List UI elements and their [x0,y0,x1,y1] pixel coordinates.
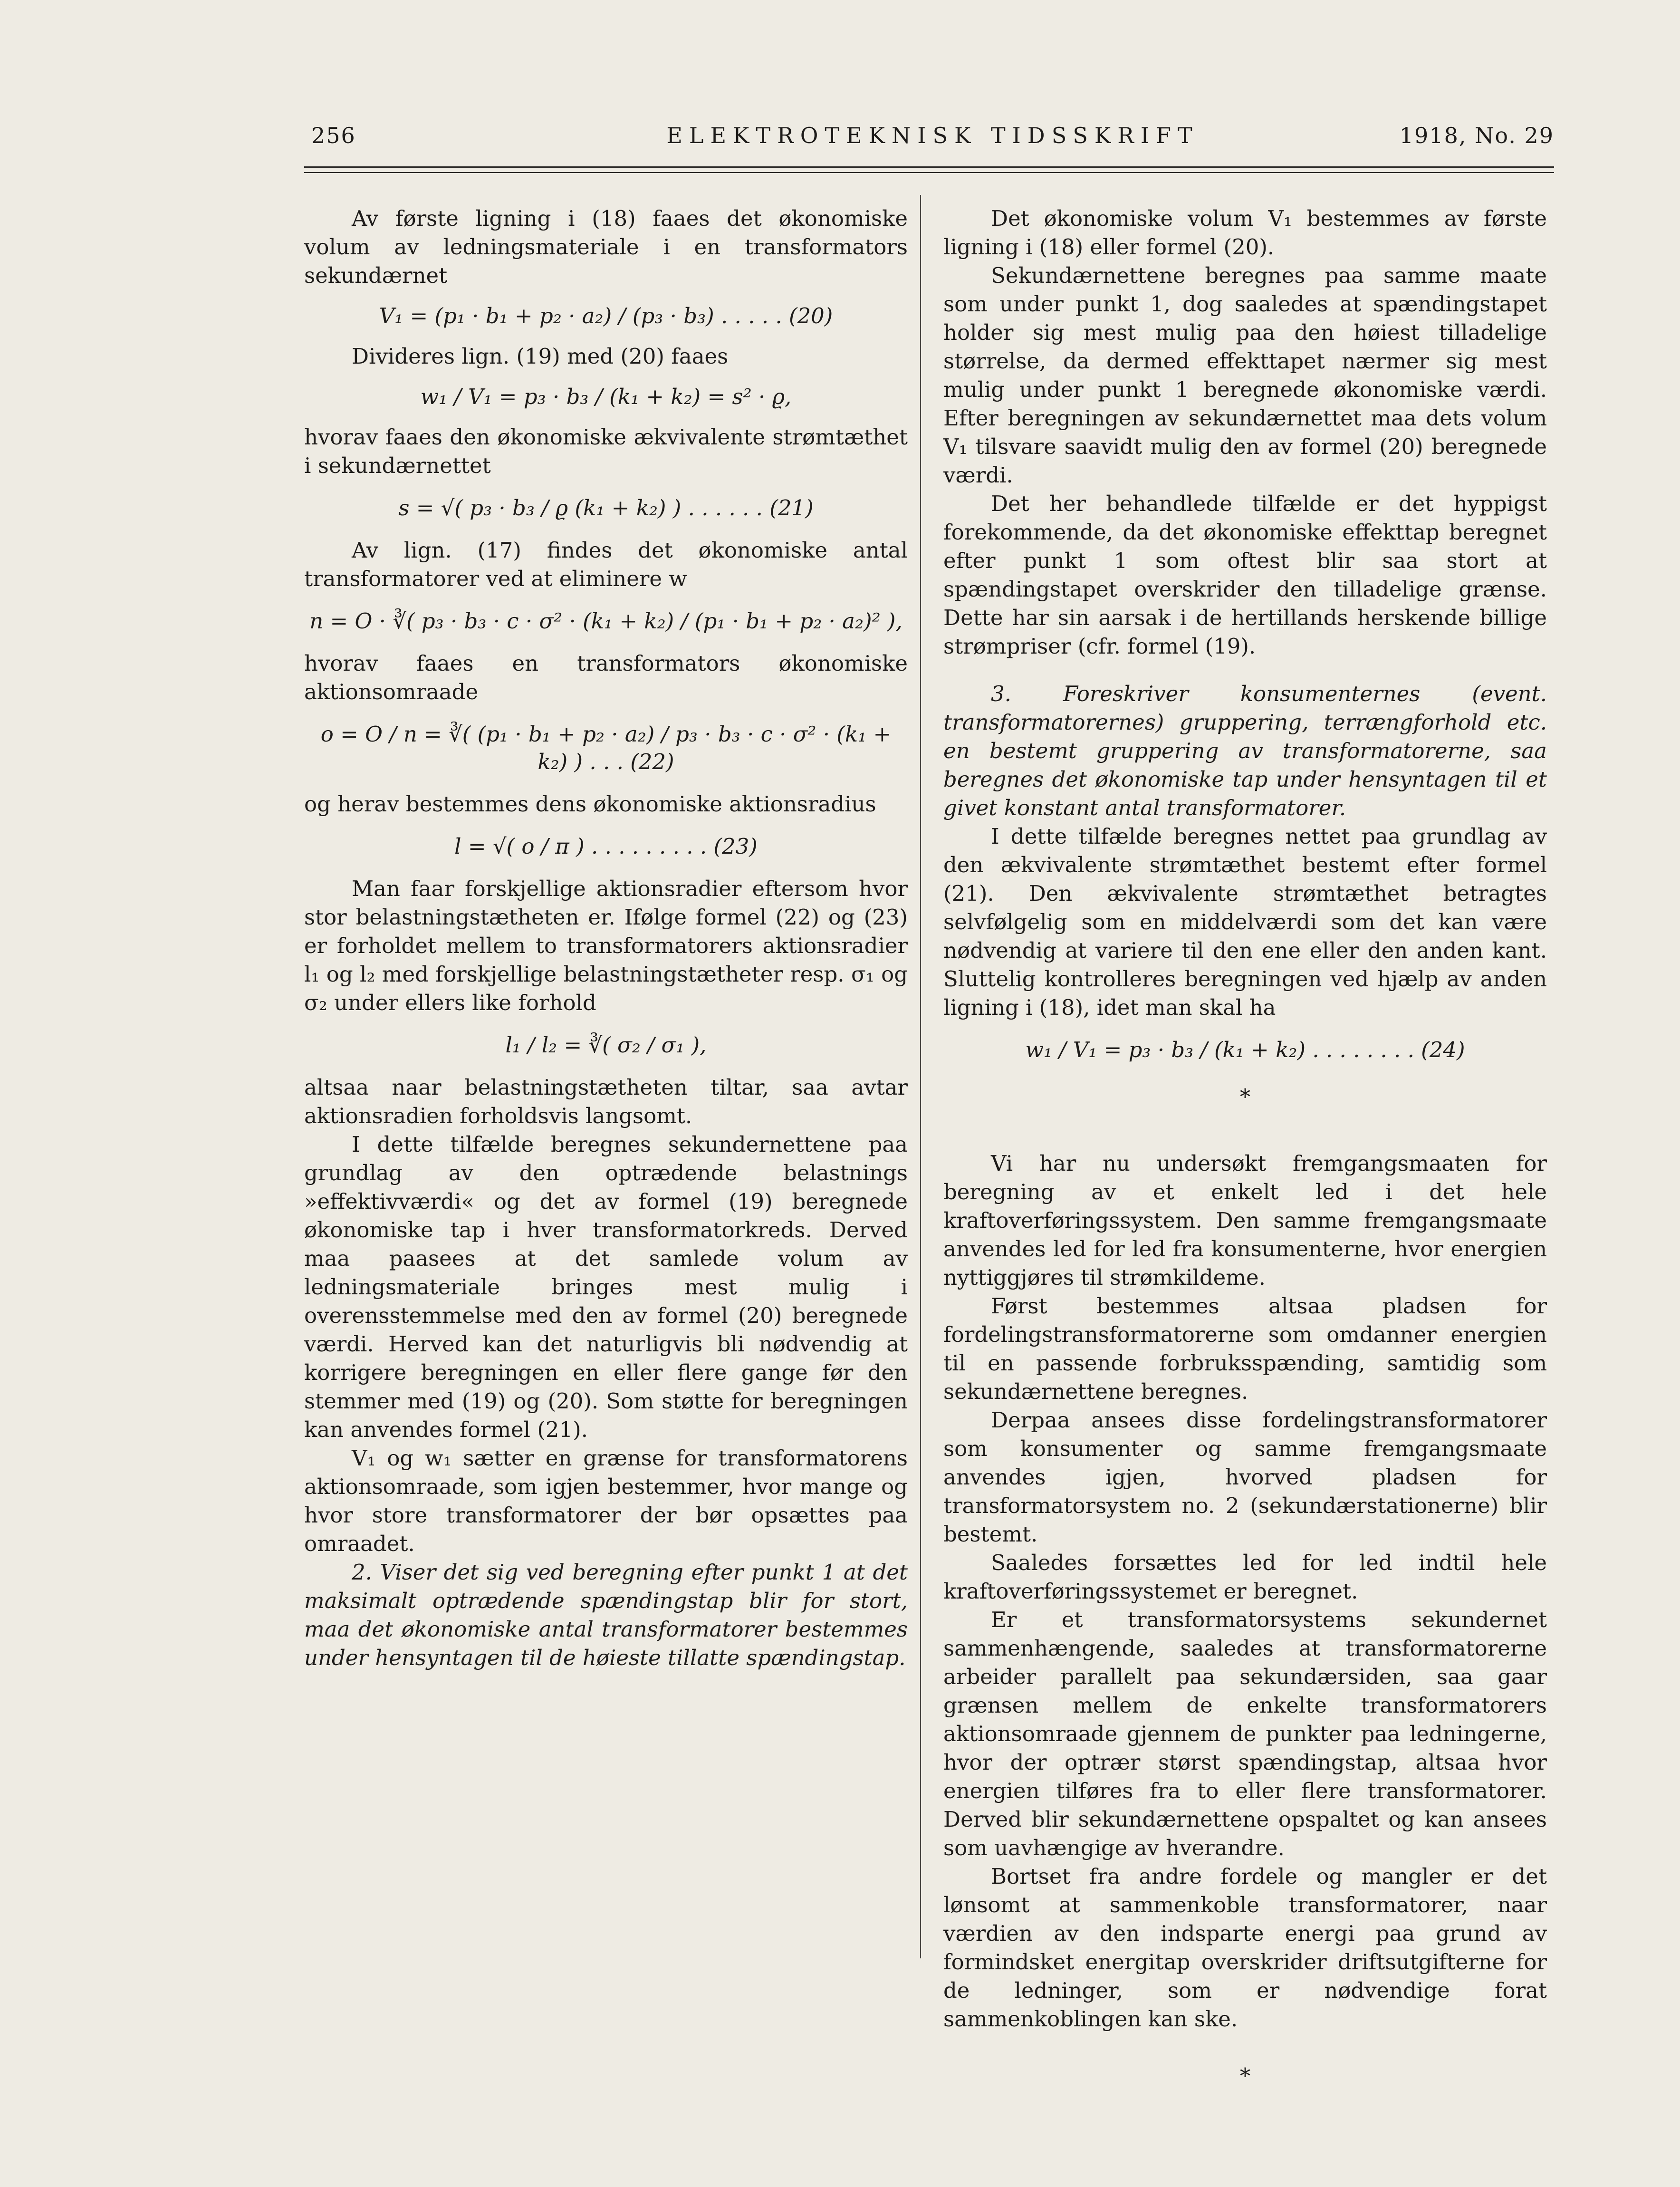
equation-ratio: w₁ / V₁ = p₃ · b₃ / (k₁ + k₂) = s² · ϱ, [420,384,792,409]
paragraph: I dette tilfælde beregnes sekundernettene paa grundlag av den optrædende belastnings »effektivværdi« og det av formel (19) beregnede økonomiske tap i hver transformatorkreds. Derved maa paasees at det samlede volum av ledningsmateriale bringes mest mulig i overensstemmelse med den av formel (20) beregnede værdi. Herved kan det naturligvis bli nødvendig at korrigere beregningen en eller flere gange før den stemmer med (19) og (20). Som støtte for beregningen kan anvendes formel (21). [304,1132,908,1442]
equation-21: s = √( p₃ · b₃ / ϱ (k₁ + k₂) ) . . . . . . (21) [398,495,814,520]
section-heading-3: 3. Foreskriver konsumenternes (event. transformatorernes) gruppering, terrængforhold etc. en bestemt gruppering av transformatorerne, saa beregnes det økonomiske tap under hensyntagen til et givet konstant antal transformatorer. [943,681,1547,820]
page-number: 256 [311,123,356,148]
paragraph: Det økonomiske volum V₁ bestemmes av første ligning i (18) eller formel (20). [943,206,1547,260]
paragraph: Vi har nu undersøkt fremgangsmaaten for beregning av et enkelt led i det hele kraftoverføringssystem. Den samme fremgangsmaate anvendes led for led fra konsumenterne, hvor energien nyttiggjøres til strømkildeme. [943,1151,1547,1290]
paragraph: hvorav faaes en transformators økonomiske aktionsomraade [304,651,908,704]
paragraph: Først bestemmes altsaa pladsen for fordelingstransformatorerne som omdanner energien til en passende forbruksspænding, samtidig som sekundærnettene beregnes. [943,1293,1547,1404]
section-heading-2: 2. Viser det sig ved beregning efter punkt 1 at det maksimalt optrædende spændingstap blir for stort, maa det økonomiske antal transformatorer bestemmes under hensyntagen til de høieste tillatte spændingstap. [304,1560,908,1670]
paragraph: hvorav faaes den økonomiske ækvivalente strømtæthet i sekundærnettet [304,424,908,478]
equation-23: l = √( o / π ) . . . . . . . . . (23) [454,834,758,859]
paragraph: Av lign. (17) findes det økonomiske antal transformatorer ved at eliminere w [304,538,908,591]
paragraph: Saaledes forsættes led for led indtil hele kraftoverføringssystemet er beregnet. [943,1550,1547,1604]
column-divider [920,195,921,1958]
paragraph: Bortset fra andre fordele og mangler er det lønsomt at sammenkoble transformatorer, naar værdien av den indsparte energi paa grund av formindsket energitap overskrider driftsutgifterne for de ledninger, som er nødvendige forat sammenkoblingen kan ske. [943,1864,1547,2032]
equation-20: V₁ = (p₁ · b₁ + p₂ · a₂) / (p₃ · b₃) . . . . . (20) [379,303,833,328]
right-column [943,204,1547,2129]
running-header [311,123,1554,156]
equation-l-ratio: l₁ / l₂ = ∛( σ₂ / σ₁ ), [505,1032,707,1058]
journal-title: ELEKTROTEKNISK TIDSSKRIFT [666,123,1199,148]
paragraph: Derpaa ansees disse fordelingstransformatorer som konsumenter og samme fremgangsmaate anvendes igjen, hvorved pladsen for transformatorsystem no. 2 (sekundærstationerne) blir bestemt. [943,1407,1547,1547]
paragraph: Er et transformatorsystems sekundernet sammenhængende, saaledes at transformatorerne arbeider parallelt paa sekundærsiden, saa gaar grænsen mellem de enkelte transformatorers aktionsomraade gjennem de punkter paa ledningerne, hvor der optrær størst spændingstap, altsaa hvor energien tilføres fra to eller flere transformatorer. Derved blir sekundærnettene opspaltet og kan ansees som uavhængige av hverandre. [943,1607,1547,1860]
section-separator: * [1239,2063,1251,2089]
paragraph: V₁ og w₁ sætter en grænse for transformatorens aktionsomraade, som igjen bestemmer, hvor mange og hvor store transformatorer der bør opsættes paa omraadet. [304,1445,908,1556]
header-rule-thin [304,172,1554,173]
section-separator: * [1239,1084,1251,1109]
left-column [304,204,908,1672]
paragraph: Det her behandlede tilfælde er det hyppigst forekommende, da det økonomiske effekttap beregnet efter punkt 1 som oftest blir saa stort at spændingstapet overskrider den tilladelige grænse. Dette har sin aarsak i de hertillands herskende billige strømpriser (cfr. formel (19). [943,491,1547,659]
paragraph: Man faar forskjellige aktionsradier eftersom hvor stor belastningstætheten er. Ifølge formel (22) og (23) er forholdet mellem to transformatorers aktionsradier l₁ og l₂ med forskjellige belastningstætheter resp. σ₁ og σ₂ under ellers like forhold [304,876,908,1015]
paragraph: og herav bestemmes dens økonomiske aktionsradius [304,791,876,817]
equation-n: n = O · ∛( p₃ · b₃ · c · σ² · (k₁ + k₂) / (p₁ · b₁ + p₂ · a₂)² ), [309,608,902,634]
equation-22: o = O / n = ∛( (p₁ · b₁ + p₂ · a₂) / p₃ · b₃ · c · σ² · (k₁ + k₂) ) . . . (22) [320,722,892,774]
paragraph: altsaa naar belastningstætheten tiltar, saa avtar aktionsradien forholdsvis langsomt. [304,1075,908,1128]
paragraph: Av første ligning i (18) faaes det økonomiske volum av ledningsmateriale i en transformators sekundærnet [304,206,908,288]
issue-label: 1918, No. 29 [1399,123,1554,148]
paragraph: Sekundærnettene beregnes paa samme maate som under punkt 1, dog saaledes at spændingstapet holder sig mest mulig paa den høiest tilladelige størrelse, da dermed effekttapet nærmer sig mest mulig under punkt 1 beregnede økonomiske værdi. Efter beregningen av sekundærnettet maa dets volum V₁ tilsvare saavidt mulig den av formel (20) beregnede værdi. [943,263,1547,488]
paragraph: Divideres lign. (19) med (20) faaes [352,344,729,369]
equation-24: w₁ / V₁ = p₃ · b₃ / (k₁ + k₂) . . . . . . . . (24) [1025,1037,1465,1062]
paragraph: I dette tilfælde beregnes nettet paa grundlag av den ækvivalente strømtæthet bestemt efter formel (21). Den ækvivalente strømtæthet betragtes selvfølgelig som en middelværdi som det kan være nødvendig at variere til den ene eller den anden kant. Sluttelig kontrolleres beregningen ved hjælp av anden ligning i (18), idet man skal ha [943,824,1547,1020]
header-rule-thick [304,166,1554,168]
